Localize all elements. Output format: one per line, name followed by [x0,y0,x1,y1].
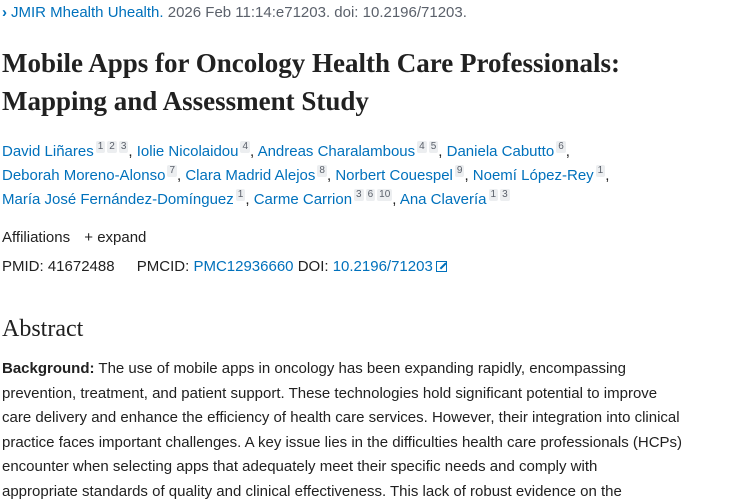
affiliation-ref[interactable]: 1 [96,141,106,153]
author-link[interactable]: Daniela Cabutto [447,143,555,160]
author-link[interactable]: María José Fernández-Domínguez [2,191,234,208]
affiliation-ref[interactable]: 4 [417,141,427,153]
affiliation-ref[interactable]: 3 [500,189,510,201]
author-link[interactable]: Noemí López-Rey [473,167,594,184]
abstract-line: care delivery and enhance the efficiency of health care services. However, their integration into clinical [2,406,682,431]
author-list: David Liñares $^1$ $^2$ $^3$ , Iolie Nicolaidou $^4$ , Andreas Charalambous $^4$ $^5$ , Daniela Cabutto $^6$ , Deborah Moreno-Alonso $^7$ , Clara Madrid Alejos $^8$ , Norbert Couespel $^9$ , Noemí López-Rey $^1$ , María José Fernández-Domínguez $^1$ , Carme Carrion $^3$ $^6$ $^{10}$ , Ana Clavería $^1$ $^3$ [2,140,609,212]
journal-link[interactable]: JMIR Mhealth Uhealth. [11,4,164,21]
pmid-value: 41672488 [48,258,115,275]
affiliation-ref[interactable]: 8 [317,165,327,177]
affiliation-ref[interactable]: 5 [429,141,439,153]
affiliation-ref[interactable]: 6 [366,189,376,201]
affiliation-ref[interactable]: 2 [107,141,117,153]
title-line: Mobile Apps for Oncology Health Care Professionals: [2,44,620,82]
abstract-line: prevention, treatment, and patient support. These technologies hold significant potential to improve [2,382,682,407]
affiliation-ref[interactable]: 1 [596,165,606,177]
page-title [2,44,620,120]
author-link[interactable]: Andreas Charalambous [258,143,416,160]
pmcid-link[interactable]: PMC12936660 [193,258,293,275]
doi-label: DOI: [298,258,329,275]
affiliations-label: Affiliations [2,229,70,246]
author-link[interactable]: David Liñares [2,143,94,160]
abstract-line [2,357,682,382]
author-link[interactable]: Iolie Nicolaidou [137,143,239,160]
citation [2,4,467,21]
abstract-heading: Abstract [2,316,83,343]
author-link[interactable]: Deborah Moreno-Alonso [2,167,165,184]
affiliation-ref[interactable]: 1 [236,189,246,201]
affiliation-ref[interactable]: 3 [119,141,129,153]
external-link-icon[interactable] [436,261,447,272]
affiliation-ref[interactable]: 4 [240,141,250,153]
abstract-text [2,357,682,504]
author-link[interactable]: Carme Carrion [254,191,352,208]
affiliation-ref[interactable]: 6 [556,141,566,153]
pmcid-label: PMCID: [137,258,190,275]
abstract-line: encounter when selecting apps that adequately meet their specific needs and comply with [2,455,682,480]
title-line: Mapping and Assessment Study [2,82,620,120]
abstract-line: practice faces important challenges. A key issue lies in the difficulties health care professionals (HCPs) [2,431,682,456]
author-link[interactable]: Ana Clavería [400,191,487,208]
expand-affiliations-button[interactable]: + expand [84,229,146,246]
doi-link[interactable]: 10.2196/71203 [333,258,433,275]
abstract-line: appropriate standards of quality and clinical effectiveness. This lack of robust evidence on the [2,480,682,504]
affiliation-ref[interactable]: 3 [354,189,364,201]
chevron-right-icon[interactable]: › [2,4,7,21]
background-label: Background: [2,360,95,377]
identifiers [2,258,447,275]
affiliation-ref[interactable]: 1 [489,189,499,201]
pmid-label: PMID: [2,258,44,275]
author-link[interactable]: Norbert Couespel [335,167,453,184]
affiliation-ref[interactable]: 10 [377,189,392,201]
author-link[interactable]: Clara Madrid Alejos [185,167,315,184]
affiliation-ref[interactable]: 7 [167,165,177,177]
citation-details: 2026 Feb 11:14:e71203. doi: 10.2196/71203. [168,4,467,21]
affiliations [2,229,146,246]
affiliation-ref[interactable]: 9 [455,165,465,177]
abstract-line-text: The use of mobile apps in oncology has been expanding rapidly, encompassing [95,360,626,377]
